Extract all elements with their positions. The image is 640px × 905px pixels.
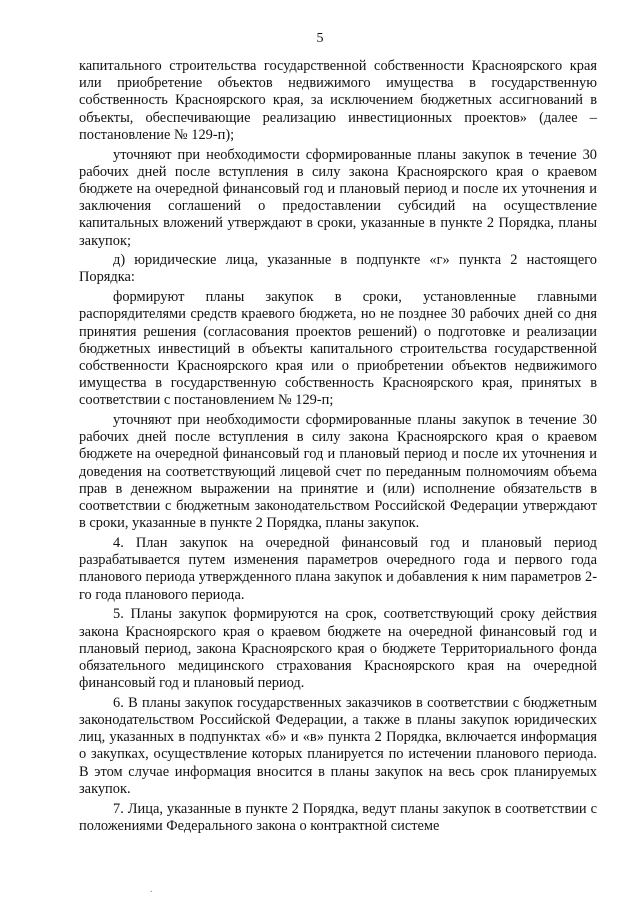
document-body — [79, 58, 597, 837]
paragraph-continuation: капитального строительства государственной собственности Красноярского края или приобретение объектов недвижимого имущества в государственную собственность Красноярского края, за исключением бюджетных ассигнований в объекты, обеспечивающие реализацию инвестиционных проектов» (далее – постановление № 129-п); — [79, 58, 597, 143]
paragraph-form-plans: формируют планы закупок в сроки, установленные главными распорядителями средств краевого бюджета, но не позднее 30 рабочих дней со дня принятия решения (согласования проектов решений) о подготовке и реализации бюджетных инвестиций в объекты капитального строительства государственной собственности Красноярского края или о приобретении объектов недвижимого имущества в государственную собственность Красноярского края, принятых в соответствии с постановлением № 129-п; — [79, 289, 597, 409]
paragraph-update-plans-legal-entities: уточняют при необходимости сформированные планы закупок в течение 30 рабочих дней после вступления в силу закона Красноярского края о краевом бюджете на очередной финансовый год и плановый период и после их уточнения и доведения на соответствующий лицевой счет по переданным полномочиям объема прав в денежном выражении на принятие и (или) исполнение обязательств в соответствии с бюджетным законодательством Российской Федерации утверждают в сроки, указанные в пункте 2 Порядка, планы закупок. — [79, 412, 597, 532]
paragraph-subitem-d: д) юридические лица, указанные в подпункте «г» пункта 2 настоящего Порядка: — [79, 252, 597, 286]
paragraph-update-plans-customers: уточняют при необходимости сформированные планы закупок в течение 30 рабочих дней после вступления в силу закона Красноярского края о краевом бюджете на очередной финансовый год и плановый период и после их уточнения и заключения соглашений о предоставлении субсидий на осуществление капитальных вложений утверждают в сроки, указанные в пункте 2 Порядка, планы закупок; — [79, 146, 597, 249]
page-number: 5 — [316, 31, 324, 46]
paragraph-item-4: 4. План закупок на очередной финансовый год и плановый период разрабатывается путем изменения параметров очередного года и первого года планового периода утвержденного плана закупок и добавления к ним параметров 2-го года планового периода. — [79, 534, 597, 603]
paragraph-item-7: 7. Лица, указанные в пункте 2 Порядка, ведут планы закупок в соответствии с положениями Федерального закона о контрактной системе — [79, 800, 597, 834]
footer-mark: . — [150, 884, 153, 895]
paragraph-item-5: 5. Планы закупок формируются на срок, соответствующий сроку действия закона Красноярского края о краевом бюджете на очередной финансовый год и плановый период, закона Красноярского края о бюджете Территориального фонда обязательного медицинского страхования Красноярского края на очередной финансовый год и плановый период. — [79, 606, 597, 692]
paragraph-item-6: 6. В планы закупок государственных заказчиков в соответствии с бюджетным законодательством Российской Федерации, а также в планы закупок юридических лиц, указанных в подпунктах «б» и «в» пункта 2 Порядка, включается информация о закупках, осуществление которых планируется по истечении планового периода. В этом случае информация вносится в планы закупок на весь срок планируемых закупок. — [79, 694, 597, 797]
